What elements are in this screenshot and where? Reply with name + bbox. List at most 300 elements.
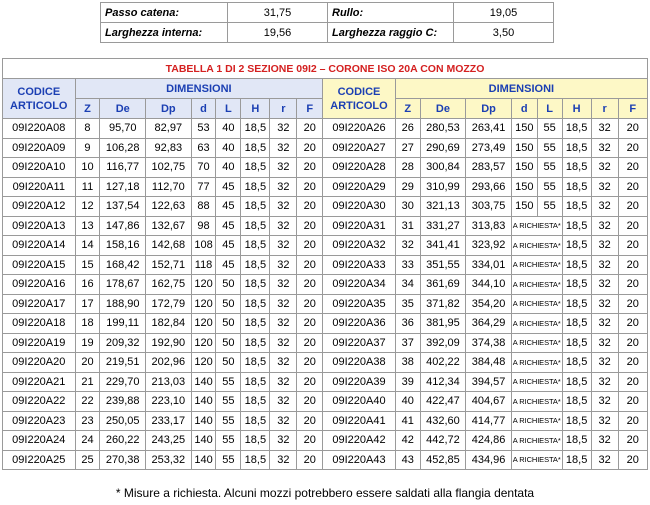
cell-d: 150 bbox=[511, 197, 537, 217]
dims-header-right: DIMENSIONI bbox=[395, 79, 647, 99]
cell-h: 18,5 bbox=[562, 392, 591, 412]
cell-f: 20 bbox=[618, 158, 647, 178]
cell-f: 20 bbox=[618, 392, 647, 412]
cell-l: 55 bbox=[216, 372, 241, 392]
cell-h: 18,5 bbox=[562, 158, 591, 178]
cell-d: 150 bbox=[511, 119, 537, 139]
article-code: 09I220A36 bbox=[323, 314, 396, 334]
spec-value-roller: 19,05 bbox=[454, 3, 554, 23]
cell-de: 310,99 bbox=[420, 177, 466, 197]
cell-d: 120 bbox=[191, 294, 216, 314]
cell-f: 20 bbox=[618, 236, 647, 256]
cell-d: 88 bbox=[191, 197, 216, 217]
cell-h: 18,5 bbox=[562, 119, 591, 139]
column-header-dp-right: Dp bbox=[466, 99, 512, 119]
cell-dp: 414,77 bbox=[466, 411, 512, 431]
cell-h: 18,5 bbox=[562, 450, 591, 470]
article-code: 09I220A43 bbox=[323, 450, 396, 470]
cell-de: 127,18 bbox=[100, 177, 146, 197]
cell-dp: 334,01 bbox=[466, 255, 512, 275]
table-title: TABELLA 1 DI 2 SEZIONE 09I2 – CORONE ISO 20A CON MOZZO bbox=[3, 59, 648, 79]
cell-de: 432,60 bbox=[420, 411, 466, 431]
cell-dp: 283,57 bbox=[466, 158, 512, 178]
cell-l: 55 bbox=[216, 411, 241, 431]
article-code: 09I220A34 bbox=[323, 275, 396, 295]
cell-de: 392,09 bbox=[420, 333, 466, 353]
cell-r: 32 bbox=[270, 177, 297, 197]
cell-z: 19 bbox=[75, 333, 100, 353]
cell-dp: 293,66 bbox=[466, 177, 512, 197]
cell-l: 45 bbox=[216, 255, 241, 275]
on-request-cell: A RICHIESTA* bbox=[511, 294, 562, 314]
cell-f: 20 bbox=[618, 353, 647, 373]
cell-h: 18,5 bbox=[562, 236, 591, 256]
article-code: 09I220A38 bbox=[323, 353, 396, 373]
table-row bbox=[3, 450, 648, 470]
table-row bbox=[3, 255, 648, 275]
cell-h: 18,5 bbox=[241, 294, 270, 314]
cell-z: 28 bbox=[395, 158, 420, 178]
cell-z: 23 bbox=[75, 411, 100, 431]
cell-r: 32 bbox=[270, 119, 297, 139]
cell-z: 36 bbox=[395, 314, 420, 334]
cell-z: 9 bbox=[75, 138, 100, 158]
table-row bbox=[3, 119, 648, 139]
cell-l: 40 bbox=[216, 119, 241, 139]
cell-de: 321,13 bbox=[420, 197, 466, 217]
cell-h: 18,5 bbox=[562, 197, 591, 217]
cell-f: 20 bbox=[297, 216, 323, 236]
cell-de: 331,27 bbox=[420, 216, 466, 236]
cell-h: 18,5 bbox=[562, 294, 591, 314]
cell-f: 20 bbox=[297, 138, 323, 158]
cell-h: 18,5 bbox=[562, 216, 591, 236]
cell-de: 178,67 bbox=[100, 275, 146, 295]
cell-dp: 132,67 bbox=[146, 216, 192, 236]
cell-r: 32 bbox=[591, 177, 618, 197]
cell-h: 18,5 bbox=[241, 353, 270, 373]
spec-label-inner-width: Larghezza interna: bbox=[101, 23, 228, 43]
cell-dp: 394,57 bbox=[466, 372, 512, 392]
article-code: 09I220A12 bbox=[3, 197, 76, 217]
cell-d: 77 bbox=[191, 177, 216, 197]
cell-dp: 253,32 bbox=[146, 450, 192, 470]
cell-h: 18,5 bbox=[241, 275, 270, 295]
cell-d: 150 bbox=[511, 158, 537, 178]
cell-f: 20 bbox=[297, 372, 323, 392]
on-request-cell: A RICHIESTA* bbox=[511, 216, 562, 236]
cell-l: 50 bbox=[216, 294, 241, 314]
sprocket-table bbox=[2, 58, 648, 470]
cell-h: 18,5 bbox=[241, 411, 270, 431]
article-code: 09I220A40 bbox=[323, 392, 396, 412]
cell-h: 18,5 bbox=[562, 275, 591, 295]
cell-de: 168,42 bbox=[100, 255, 146, 275]
cell-l: 50 bbox=[216, 275, 241, 295]
cell-z: 25 bbox=[75, 450, 100, 470]
cell-d: 140 bbox=[191, 411, 216, 431]
on-request-cell: A RICHIESTA* bbox=[511, 431, 562, 451]
cell-de: 239,88 bbox=[100, 392, 146, 412]
cell-f: 20 bbox=[297, 333, 323, 353]
chain-spec-table bbox=[100, 2, 554, 43]
cell-l: 40 bbox=[216, 158, 241, 178]
cell-r: 32 bbox=[591, 138, 618, 158]
cell-dp: 374,38 bbox=[466, 333, 512, 353]
column-header-d-right: d bbox=[511, 99, 537, 119]
cell-de: 229,70 bbox=[100, 372, 146, 392]
cell-r: 32 bbox=[591, 216, 618, 236]
table-row bbox=[3, 158, 648, 178]
cell-f: 20 bbox=[297, 119, 323, 139]
on-request-cell: A RICHIESTA* bbox=[511, 236, 562, 256]
on-request-cell: A RICHIESTA* bbox=[511, 353, 562, 373]
column-header-f-left: F bbox=[297, 99, 323, 119]
cell-l: 55 bbox=[537, 158, 562, 178]
article-code: 09I220A15 bbox=[3, 255, 76, 275]
cell-z: 22 bbox=[75, 392, 100, 412]
cell-r: 32 bbox=[591, 411, 618, 431]
cell-l: 45 bbox=[216, 197, 241, 217]
cell-f: 20 bbox=[618, 411, 647, 431]
cell-de: 422,47 bbox=[420, 392, 466, 412]
cell-r: 32 bbox=[270, 392, 297, 412]
table-row bbox=[3, 392, 648, 412]
cell-d: 120 bbox=[191, 314, 216, 334]
cell-de: 95,70 bbox=[100, 119, 146, 139]
cell-de: 260,22 bbox=[100, 431, 146, 451]
cell-dp: 354,20 bbox=[466, 294, 512, 314]
cell-h: 18,5 bbox=[562, 353, 591, 373]
cell-f: 20 bbox=[297, 158, 323, 178]
cell-r: 32 bbox=[591, 197, 618, 217]
article-code: 09I220A13 bbox=[3, 216, 76, 236]
cell-f: 20 bbox=[618, 119, 647, 139]
article-code: 09I220A22 bbox=[3, 392, 76, 412]
cell-r: 32 bbox=[270, 216, 297, 236]
cell-f: 20 bbox=[618, 450, 647, 470]
cell-r: 32 bbox=[591, 294, 618, 314]
cell-de: 351,55 bbox=[420, 255, 466, 275]
article-code: 09I220A24 bbox=[3, 431, 76, 451]
cell-r: 32 bbox=[591, 353, 618, 373]
cell-r: 32 bbox=[270, 138, 297, 158]
cell-h: 18,5 bbox=[562, 314, 591, 334]
cell-d: 70 bbox=[191, 158, 216, 178]
cell-z: 17 bbox=[75, 294, 100, 314]
cell-h: 18,5 bbox=[241, 333, 270, 353]
column-header-z-left: Z bbox=[75, 99, 100, 119]
cell-de: 270,38 bbox=[100, 450, 146, 470]
cell-d: 108 bbox=[191, 236, 216, 256]
cell-de: 219,51 bbox=[100, 353, 146, 373]
cell-r: 32 bbox=[591, 392, 618, 412]
spec-label-roller: Rullo: bbox=[328, 3, 454, 23]
article-code: 09I220A08 bbox=[3, 119, 76, 139]
column-header-r-right: r bbox=[591, 99, 618, 119]
cell-d: 120 bbox=[191, 275, 216, 295]
cell-z: 15 bbox=[75, 255, 100, 275]
article-code: 09I220A30 bbox=[323, 197, 396, 217]
on-request-cell: A RICHIESTA* bbox=[511, 314, 562, 334]
cell-de: 158,16 bbox=[100, 236, 146, 256]
cell-h: 18,5 bbox=[241, 314, 270, 334]
cell-z: 11 bbox=[75, 177, 100, 197]
cell-z: 31 bbox=[395, 216, 420, 236]
cell-l: 55 bbox=[216, 450, 241, 470]
cell-dp: 122,63 bbox=[146, 197, 192, 217]
code-header-left: CODICE ARTICOLO bbox=[3, 79, 76, 119]
table-row bbox=[3, 177, 648, 197]
cell-h: 18,5 bbox=[241, 372, 270, 392]
cell-d: 150 bbox=[511, 138, 537, 158]
article-code: 09I220A32 bbox=[323, 236, 396, 256]
cell-d: 140 bbox=[191, 392, 216, 412]
article-code: 09I220A09 bbox=[3, 138, 76, 158]
column-header-dp-left: Dp bbox=[146, 99, 192, 119]
cell-f: 20 bbox=[297, 353, 323, 373]
cell-de: 371,82 bbox=[420, 294, 466, 314]
cell-f: 20 bbox=[297, 236, 323, 256]
cell-dp: 223,10 bbox=[146, 392, 192, 412]
cell-r: 32 bbox=[270, 411, 297, 431]
article-code: 09I220A20 bbox=[3, 353, 76, 373]
cell-de: 361,69 bbox=[420, 275, 466, 295]
article-code: 09I220A42 bbox=[323, 431, 396, 451]
cell-dp: 182,84 bbox=[146, 314, 192, 334]
cell-de: 147,86 bbox=[100, 216, 146, 236]
cell-z: 39 bbox=[395, 372, 420, 392]
cell-de: 199,11 bbox=[100, 314, 146, 334]
cell-l: 55 bbox=[537, 119, 562, 139]
cell-dp: 323,92 bbox=[466, 236, 512, 256]
table-row bbox=[3, 411, 648, 431]
cell-dp: 142,68 bbox=[146, 236, 192, 256]
column-header-de-left: De bbox=[100, 99, 146, 119]
column-header-f-right: F bbox=[618, 99, 647, 119]
table-row bbox=[3, 353, 648, 373]
column-header-h-right: H bbox=[562, 99, 591, 119]
cell-dp: 243,25 bbox=[146, 431, 192, 451]
cell-f: 20 bbox=[297, 275, 323, 295]
cell-f: 20 bbox=[618, 177, 647, 197]
cell-f: 20 bbox=[297, 392, 323, 412]
cell-d: 150 bbox=[511, 177, 537, 197]
cell-r: 32 bbox=[270, 353, 297, 373]
cell-dp: 152,71 bbox=[146, 255, 192, 275]
cell-f: 20 bbox=[618, 255, 647, 275]
cell-h: 18,5 bbox=[241, 177, 270, 197]
cell-h: 18,5 bbox=[562, 138, 591, 158]
cell-h: 18,5 bbox=[241, 255, 270, 275]
cell-z: 32 bbox=[395, 236, 420, 256]
cell-d: 118 bbox=[191, 255, 216, 275]
cell-d: 98 bbox=[191, 216, 216, 236]
spec-value-radius-width: 3,50 bbox=[454, 23, 554, 43]
cell-d: 140 bbox=[191, 450, 216, 470]
cell-f: 20 bbox=[618, 372, 647, 392]
cell-dp: 384,48 bbox=[466, 353, 512, 373]
cell-h: 18,5 bbox=[562, 372, 591, 392]
cell-f: 20 bbox=[297, 294, 323, 314]
cell-f: 20 bbox=[618, 197, 647, 217]
cell-r: 32 bbox=[591, 333, 618, 353]
column-header-d-left: d bbox=[191, 99, 216, 119]
cell-dp: 273,49 bbox=[466, 138, 512, 158]
cell-l: 55 bbox=[216, 392, 241, 412]
cell-r: 32 bbox=[591, 314, 618, 334]
cell-z: 14 bbox=[75, 236, 100, 256]
cell-f: 20 bbox=[618, 275, 647, 295]
cell-dp: 172,79 bbox=[146, 294, 192, 314]
cell-z: 20 bbox=[75, 353, 100, 373]
article-code: 09I220A28 bbox=[323, 158, 396, 178]
spec-value-inner-width: 19,56 bbox=[228, 23, 328, 43]
cell-f: 20 bbox=[618, 294, 647, 314]
cell-z: 24 bbox=[75, 431, 100, 451]
article-code: 09I220A37 bbox=[323, 333, 396, 353]
cell-dp: 303,75 bbox=[466, 197, 512, 217]
cell-l: 55 bbox=[537, 177, 562, 197]
spec-row bbox=[101, 23, 554, 43]
table-row bbox=[3, 197, 648, 217]
cell-r: 32 bbox=[270, 333, 297, 353]
cell-f: 20 bbox=[618, 333, 647, 353]
cell-h: 18,5 bbox=[562, 255, 591, 275]
cell-h: 18,5 bbox=[241, 197, 270, 217]
cell-z: 38 bbox=[395, 353, 420, 373]
table-row bbox=[3, 294, 648, 314]
cell-z: 40 bbox=[395, 392, 420, 412]
article-code: 09I220A35 bbox=[323, 294, 396, 314]
cell-r: 32 bbox=[270, 158, 297, 178]
cell-de: 116,77 bbox=[100, 158, 146, 178]
column-header-l-left: L bbox=[216, 99, 241, 119]
cell-r: 32 bbox=[591, 372, 618, 392]
spec-label-radius-width: Larghezza raggio C: bbox=[328, 23, 454, 43]
cell-z: 18 bbox=[75, 314, 100, 334]
cell-dp: 112,70 bbox=[146, 177, 192, 197]
on-request-cell: A RICHIESTA* bbox=[511, 411, 562, 431]
article-code: 09I220A19 bbox=[3, 333, 76, 353]
cell-h: 18,5 bbox=[562, 411, 591, 431]
spec-value-chain-pitch: 31,75 bbox=[228, 3, 328, 23]
cell-r: 32 bbox=[591, 450, 618, 470]
cell-r: 32 bbox=[270, 197, 297, 217]
cell-r: 32 bbox=[591, 236, 618, 256]
spec-label-chain-pitch: Passo catena: bbox=[101, 3, 228, 23]
cell-l: 55 bbox=[537, 138, 562, 158]
cell-f: 20 bbox=[297, 255, 323, 275]
cell-r: 32 bbox=[270, 255, 297, 275]
footnote: * Misure a richiesta. Alcuni mozzi potrebbero essere saldati alla flangia dentata bbox=[115, 486, 535, 500]
cell-l: 45 bbox=[216, 177, 241, 197]
cell-de: 290,69 bbox=[420, 138, 466, 158]
cell-dp: 192,90 bbox=[146, 333, 192, 353]
cell-z: 26 bbox=[395, 119, 420, 139]
cell-de: 280,53 bbox=[420, 119, 466, 139]
article-code: 09I220A26 bbox=[323, 119, 396, 139]
article-code: 09I220A27 bbox=[323, 138, 396, 158]
article-code: 09I220A17 bbox=[3, 294, 76, 314]
cell-de: 452,85 bbox=[420, 450, 466, 470]
cell-h: 18,5 bbox=[241, 392, 270, 412]
cell-h: 18,5 bbox=[562, 333, 591, 353]
table-row bbox=[3, 431, 648, 451]
column-header-l-right: L bbox=[537, 99, 562, 119]
cell-f: 20 bbox=[618, 314, 647, 334]
cell-de: 381,95 bbox=[420, 314, 466, 334]
cell-de: 209,32 bbox=[100, 333, 146, 353]
cell-r: 32 bbox=[591, 431, 618, 451]
cell-z: 27 bbox=[395, 138, 420, 158]
cell-r: 32 bbox=[270, 236, 297, 256]
cell-r: 32 bbox=[591, 119, 618, 139]
cell-de: 412,34 bbox=[420, 372, 466, 392]
table-row bbox=[3, 216, 648, 236]
cell-l: 45 bbox=[216, 216, 241, 236]
article-code: 09I220A10 bbox=[3, 158, 76, 178]
article-code: 09I220A39 bbox=[323, 372, 396, 392]
cell-l: 55 bbox=[537, 197, 562, 217]
article-code: 09I220A11 bbox=[3, 177, 76, 197]
cell-h: 18,5 bbox=[241, 450, 270, 470]
cell-dp: 434,96 bbox=[466, 450, 512, 470]
cell-h: 18,5 bbox=[241, 431, 270, 451]
cell-f: 20 bbox=[297, 431, 323, 451]
cell-de: 250,05 bbox=[100, 411, 146, 431]
code-header-right: CODICE ARTICOLO bbox=[323, 79, 396, 119]
cell-d: 120 bbox=[191, 353, 216, 373]
table-row bbox=[3, 138, 648, 158]
article-code: 09I220A21 bbox=[3, 372, 76, 392]
article-code: 09I220A18 bbox=[3, 314, 76, 334]
cell-r: 32 bbox=[270, 275, 297, 295]
article-code: 09I220A41 bbox=[323, 411, 396, 431]
cell-h: 18,5 bbox=[241, 216, 270, 236]
cell-dp: 162,75 bbox=[146, 275, 192, 295]
cell-dp: 233,17 bbox=[146, 411, 192, 431]
cell-dp: 424,86 bbox=[466, 431, 512, 451]
article-code: 09I220A29 bbox=[323, 177, 396, 197]
cell-z: 35 bbox=[395, 294, 420, 314]
cell-h: 18,5 bbox=[241, 236, 270, 256]
dims-header-left: DIMENSIONI bbox=[75, 79, 323, 99]
cell-dp: 202,96 bbox=[146, 353, 192, 373]
cell-r: 32 bbox=[591, 275, 618, 295]
cell-r: 32 bbox=[270, 431, 297, 451]
cell-r: 32 bbox=[270, 372, 297, 392]
cell-f: 20 bbox=[297, 450, 323, 470]
cell-dp: 313,83 bbox=[466, 216, 512, 236]
cell-dp: 263,41 bbox=[466, 119, 512, 139]
on-request-cell: A RICHIESTA* bbox=[511, 275, 562, 295]
cell-h: 18,5 bbox=[562, 431, 591, 451]
cell-z: 10 bbox=[75, 158, 100, 178]
cell-d: 53 bbox=[191, 119, 216, 139]
cell-z: 34 bbox=[395, 275, 420, 295]
on-request-cell: A RICHIESTA* bbox=[511, 255, 562, 275]
cell-dp: 404,67 bbox=[466, 392, 512, 412]
cell-de: 188,90 bbox=[100, 294, 146, 314]
cell-z: 42 bbox=[395, 431, 420, 451]
cell-l: 40 bbox=[216, 138, 241, 158]
cell-f: 20 bbox=[297, 177, 323, 197]
cell-de: 106,28 bbox=[100, 138, 146, 158]
article-code: 09I220A33 bbox=[323, 255, 396, 275]
cell-r: 32 bbox=[591, 255, 618, 275]
cell-dp: 92,83 bbox=[146, 138, 192, 158]
